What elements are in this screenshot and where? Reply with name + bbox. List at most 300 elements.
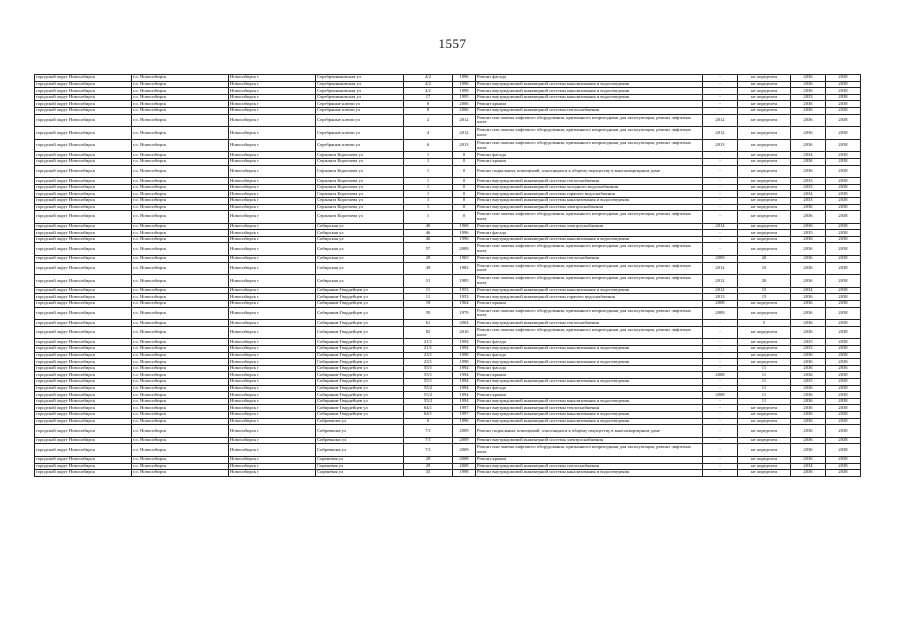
build-year-cell: 1998 [453, 359, 476, 366]
last-repair-year-cell: - [703, 158, 738, 165]
plan-end-cell: 2038 [826, 94, 861, 101]
street-cell: Сибирская ул [316, 230, 404, 237]
settlement-cell: г.о. Новосибирск [132, 411, 229, 418]
table-row [35, 378, 861, 385]
plan-end-cell: 2038 [826, 101, 861, 108]
table-row [35, 339, 861, 346]
table-row [35, 418, 861, 425]
plan-end-cell: 2036 [826, 365, 861, 372]
street-cell: Сержанта Коротаева ул [316, 204, 404, 211]
last-repair-year-cell: - [703, 411, 738, 418]
table-row [35, 81, 861, 88]
municipal-district-cell: городской округ Новосибирск [35, 139, 132, 152]
plan-end-cell: 2038 [826, 230, 861, 237]
build-year-cell: 1982 [453, 262, 476, 275]
plan-start-cell: 2033 [791, 178, 826, 185]
municipal-district-cell: городской округ Новосибирск [35, 405, 132, 412]
work-type-cell: Ремонт или замена лифтового оборудования, признанного непригодным для эксплуатации, ремонт лифтовых шахт [476, 307, 703, 320]
last-repair-year-cell: - [703, 456, 738, 463]
work-type-cell: Ремонт внутридомовой инженерной системы горячего водоснабжения [476, 294, 703, 301]
table-row [35, 211, 861, 224]
wear-cell: не определен [738, 230, 791, 237]
plan-start-cell: 2036 [791, 165, 826, 178]
house-number-cell: 21/1 [404, 346, 453, 353]
house-number-cell: 46 [404, 236, 453, 243]
city-cell: Новосибирск г [229, 236, 316, 243]
work-type-cell: Ремонт внутридомовой инженерной системы канализования и водоотведения [476, 398, 703, 405]
table-row [35, 184, 861, 191]
settlement-cell: г.о. Новосибирск [132, 211, 229, 224]
city-cell: Новосибирск г [229, 301, 316, 308]
work-type-cell: Ремонт внутридомовой инженерной системы электроснабжения [476, 204, 703, 211]
build-year-cell: 1995 [453, 94, 476, 101]
work-type-cell: Ремонт крыши [476, 301, 703, 308]
municipal-district-cell: городской округ Новосибирск [35, 287, 132, 294]
municipal-district-cell: городской округ Новосибирск [35, 262, 132, 275]
municipal-district-cell: городской округ Новосибирск [35, 107, 132, 114]
last-repair-year-cell: - [703, 191, 738, 198]
city-cell: Новосибирск г [229, 359, 316, 366]
city-cell: Новосибирск г [229, 114, 316, 127]
city-cell: Новосибирск г [229, 101, 316, 108]
municipal-district-cell: городской округ Новосибирск [35, 275, 132, 288]
municipal-district-cell: городской округ Новосибирск [35, 411, 132, 418]
settlement-cell: г.о. Новосибирск [132, 365, 229, 372]
wear-cell: не определен [738, 197, 791, 204]
street-cell: Сибиряков-Гвардейцев ул [316, 359, 404, 366]
page-number: 1557 [438, 36, 467, 51]
build-year-cell: 1994 [453, 346, 476, 353]
plan-start-cell: 2036 [791, 262, 826, 275]
table-row [35, 320, 861, 327]
table-row [35, 372, 861, 379]
build-year-cell: 1996 [453, 230, 476, 237]
build-year-cell: 2009 [453, 444, 476, 457]
last-repair-year-cell: 2009 [703, 307, 738, 320]
work-type-cell: Ремонт внутридомовой инженерной системы канализования и водоотведения [476, 359, 703, 366]
wear-cell: 5 [738, 320, 791, 327]
table-row [35, 127, 861, 140]
house-number-cell: 6 [404, 139, 453, 152]
municipal-district-cell: городской округ Новосибирск [35, 470, 132, 477]
last-repair-year-cell: - [703, 444, 738, 457]
plan-start-cell: 2034 [791, 287, 826, 294]
table-row [35, 165, 861, 178]
settlement-cell: г.о. Новосибирск [132, 101, 229, 108]
work-type-cell: Ремонт крыши [476, 101, 703, 108]
street-cell: Сиреневая ул [316, 470, 404, 477]
settlement-cell: г.о. Новосибирск [132, 165, 229, 178]
house-number-cell: 55/2 [404, 398, 453, 405]
plan-end-cell: 2038 [826, 301, 861, 308]
municipal-district-cell: городской округ Новосибирск [35, 365, 132, 372]
plan-end-cell: 2038 [826, 152, 861, 159]
plan-start-cell: 2036 [791, 444, 826, 457]
municipal-district-cell: городской округ Новосибирск [35, 437, 132, 444]
build-year-cell: 1994 [453, 339, 476, 346]
settlement-cell: г.о. Новосибирск [132, 463, 229, 470]
table-row [35, 88, 861, 95]
street-cell: Серебряные ключи ул [316, 107, 404, 114]
build-year-cell: 2004 [453, 320, 476, 327]
settlement-cell: г.о. Новосибирск [132, 75, 229, 82]
city-cell: Новосибирск г [229, 256, 316, 263]
last-repair-year-cell: - [703, 211, 738, 224]
build-year-cell: 1996 [453, 81, 476, 88]
table-row [35, 405, 861, 412]
street-cell: Сибиряков-Гвардейцев ул [316, 307, 404, 320]
work-type-cell: Ремонт фасада [476, 152, 703, 159]
build-year-cell: 1998 [453, 470, 476, 477]
city-cell: Новосибирск г [229, 81, 316, 88]
house-number-cell: 1 [404, 211, 453, 224]
municipal-district-cell: городской округ Новосибирск [35, 223, 132, 230]
house-number-cell: 7/1 [404, 437, 453, 444]
build-year-cell: 1998 [453, 352, 476, 359]
settlement-cell: г.о. Новосибирск [132, 346, 229, 353]
street-cell: Сибиряков-Гвардейцев ул [316, 405, 404, 412]
work-type-cell: Ремонт или замена лифтового оборудования, признанного непригодным для эксплуатации, ремонт лифтовых шахт [476, 211, 703, 224]
plan-start-cell: 2033 [791, 346, 826, 353]
settlement-cell: г.о. Новосибирск [132, 275, 229, 288]
settlement-cell: г.о. Новосибирск [132, 385, 229, 392]
work-type-cell: Ремонт или замена лифтового оборудования, признанного непригодным для эксплуатации, ремонт лифтовых шахт [476, 114, 703, 127]
settlement-cell: г.о. Новосибирск [132, 418, 229, 425]
house-number-cell: 2 [404, 114, 453, 127]
plan-end-cell: 2038 [826, 88, 861, 95]
municipal-district-cell: городской округ Новосибирск [35, 301, 132, 308]
street-cell: Сержанта Коротаева ул [316, 165, 404, 178]
work-type-cell: Ремонт фасада [476, 75, 703, 82]
wear-cell: не определен [738, 236, 791, 243]
last-repair-year-cell: - [703, 437, 738, 444]
house-number-cell: 6 [404, 418, 453, 425]
work-type-cell: Ремонт фасада [476, 352, 703, 359]
city-cell: Новосибирск г [229, 418, 316, 425]
last-repair-year-cell: - [703, 165, 738, 178]
street-cell: Сибревкома ул [316, 425, 404, 438]
plan-start-cell: 2036 [791, 405, 826, 412]
table-row [35, 365, 861, 372]
settlement-cell: г.о. Новосибирск [132, 425, 229, 438]
wear-cell: не определен [738, 418, 791, 425]
house-number-cell: 1 [404, 158, 453, 165]
city-cell: Новосибирск г [229, 463, 316, 470]
municipal-district-cell: городской округ Новосибирск [35, 307, 132, 320]
plan-end-cell: 2038 [826, 307, 861, 320]
wear-cell: не определен [738, 211, 791, 224]
last-repair-year-cell: - [703, 81, 738, 88]
plan-end-cell: 2038 [826, 184, 861, 191]
city-cell: Новосибирск г [229, 178, 316, 185]
municipal-district-cell: городской округ Новосибирск [35, 398, 132, 405]
street-cell: Сибревкома ул [316, 418, 404, 425]
settlement-cell: г.о. Новосибирск [132, 398, 229, 405]
settlement-cell: г.о. Новосибирск [132, 359, 229, 366]
build-year-cell: 2009 [453, 425, 476, 438]
city-cell: Новосибирск г [229, 127, 316, 140]
wear-cell: не определен [738, 243, 791, 256]
plan-end-cell: 2038 [826, 411, 861, 418]
settlement-cell: г.о. Новосибирск [132, 230, 229, 237]
plan-end-cell: 2038 [826, 139, 861, 152]
plan-start-cell: 2033 [791, 197, 826, 204]
street-cell: Сибиряков-Гвардейцев ул [316, 398, 404, 405]
settlement-cell: г.о. Новосибирск [132, 152, 229, 159]
settlement-cell: г.о. Новосибирск [132, 301, 229, 308]
work-type-cell: Ремонт внутридомовой инженерной системы теплоснабжения [476, 178, 703, 185]
plan-start-cell: 2036 [791, 75, 826, 82]
table-row [35, 301, 861, 308]
last-repair-year-cell: - [703, 75, 738, 82]
table-row [35, 191, 861, 198]
last-repair-year-cell: 2012 [703, 127, 738, 140]
wear-cell: 20 [738, 275, 791, 288]
municipal-district-cell: городской округ Новосибирск [35, 152, 132, 159]
build-year-cell: 0 [453, 152, 476, 159]
house-number-cell: 57 [404, 243, 453, 256]
city-cell: Новосибирск г [229, 223, 316, 230]
wear-cell: не определен [738, 114, 791, 127]
plan-start-cell: 2036 [791, 211, 826, 224]
work-type-cell: Ремонт внутридомовой инженерной системы канализования и водоотведения [476, 88, 703, 95]
work-type-cell: Ремонт внутридомовой инженерной системы канализования и водоотведения [476, 346, 703, 353]
city-cell: Новосибирск г [229, 378, 316, 385]
work-type-cell: Ремонт внутридомовой инженерной системы канализования и водоотведения [476, 197, 703, 204]
build-year-cell: 1994 [453, 372, 476, 379]
table-row [35, 230, 861, 237]
plan-start-cell: 2036 [791, 352, 826, 359]
last-repair-year-cell: 2008 [703, 392, 738, 399]
work-type-cell: Ремонт или замена лифтового оборудования, признанного непригодным для эксплуатации, ремонт лифтовых шахт [476, 444, 703, 457]
last-repair-year-cell: - [703, 359, 738, 366]
house-number-cell: 55/1 [404, 378, 453, 385]
city-cell: Новосибирск г [229, 294, 316, 301]
last-repair-year-cell: - [703, 107, 738, 114]
street-cell: Сибирская ул [316, 243, 404, 256]
work-type-cell: Ремонт внутридомовой инженерной системы канализования и водоотведения [476, 236, 703, 243]
table-row [35, 94, 861, 101]
municipal-district-cell: городской округ Новосибирск [35, 75, 132, 82]
wear-cell: 15 [738, 287, 791, 294]
house-number-cell: 11 [404, 294, 453, 301]
city-cell: Новосибирск г [229, 405, 316, 412]
house-number-cell: 46 [404, 230, 453, 237]
build-year-cell: 0 [453, 211, 476, 224]
municipal-district-cell: городской округ Новосибирск [35, 81, 132, 88]
plan-start-cell: 2034 [791, 463, 826, 470]
house-number-cell: 33 [404, 470, 453, 477]
street-cell: Сибиряков-Гвардейцев ул [316, 352, 404, 359]
wear-cell: не определен [738, 101, 791, 108]
settlement-cell: г.о. Новосибирск [132, 127, 229, 140]
house-number-cell: 59 [404, 307, 453, 320]
settlement-cell: г.о. Новосибирск [132, 107, 229, 114]
plan-start-cell: 2036 [791, 365, 826, 372]
last-repair-year-cell: 2014 [703, 223, 738, 230]
street-cell: Сибирская ул [316, 236, 404, 243]
last-repair-year-cell: - [703, 346, 738, 353]
plan-start-cell: 2036 [791, 101, 826, 108]
work-type-cell: Ремонт внутридомовой инженерной системы холодного водоснабжения [476, 184, 703, 191]
street-cell: Сибиряков-Гвардейцев ул [316, 326, 404, 339]
plan-start-cell: 2036 [791, 243, 826, 256]
house-number-cell: 4/2 [404, 75, 453, 82]
plan-start-cell: 2035 [791, 378, 826, 385]
settlement-cell: г.о. Новосибирск [132, 178, 229, 185]
plan-end-cell: 2038 [826, 107, 861, 114]
settlement-cell: г.о. Новосибирск [132, 339, 229, 346]
wear-cell: не определен [738, 405, 791, 412]
settlement-cell: г.о. Новосибирск [132, 139, 229, 152]
street-cell: Сибирская ул [316, 275, 404, 288]
table-row [35, 463, 861, 470]
plan-start-cell: 2036 [791, 88, 826, 95]
work-type-cell: Ремонт фасада [476, 365, 703, 372]
city-cell: Новосибирск г [229, 339, 316, 346]
municipal-district-cell: городской округ Новосибирск [35, 101, 132, 108]
build-year-cell: 0 [453, 184, 476, 191]
table-row [35, 275, 861, 288]
table-row [35, 243, 861, 256]
wear-cell: не определен [738, 411, 791, 418]
house-number-cell: 64/1 [404, 411, 453, 418]
house-number-cell: 8 [404, 107, 453, 114]
build-year-cell: 1953 [453, 294, 476, 301]
city-cell: Новосибирск г [229, 152, 316, 159]
house-number-cell: 4/2 [404, 88, 453, 95]
build-year-cell: 0 [453, 165, 476, 178]
plan-end-cell: 2038 [826, 81, 861, 88]
work-type-cell: Ремонт внутридомовой инженерной системы канализования и водоотведения [476, 470, 703, 477]
wear-cell: не определен [738, 152, 791, 159]
street-cell: Сибиряков-Гвардейцев ул [316, 301, 404, 308]
municipal-district-cell: городской округ Новосибирск [35, 346, 132, 353]
street-cell: Сибревкома ул [316, 444, 404, 457]
plan-end-cell: 2038 [826, 223, 861, 230]
build-year-cell: 2006 [453, 107, 476, 114]
table-row [35, 256, 861, 263]
city-cell: Новосибирск г [229, 470, 316, 477]
settlement-cell: г.о. Новосибирск [132, 287, 229, 294]
wear-cell: не определен [738, 437, 791, 444]
plan-start-cell: 2036 [791, 307, 826, 320]
last-repair-year-cell: 2008 [703, 372, 738, 379]
city-cell: Новосибирск г [229, 326, 316, 339]
wear-cell: не определен [738, 107, 791, 114]
city-cell: Новосибирск г [229, 398, 316, 405]
work-type-cell: Ремонт или замена лифтового оборудования, признанного непригодным для эксплуатации, ремонт лифтовых шахт [476, 243, 703, 256]
city-cell: Новосибирск г [229, 107, 316, 114]
house-number-cell: 7/1 [404, 444, 453, 457]
plan-start-cell: 2036 [791, 223, 826, 230]
street-cell: Сибиряков-Гвардейцев ул [316, 378, 404, 385]
plan-end-cell: 2038 [826, 320, 861, 327]
wear-cell: не определен [738, 470, 791, 477]
plan-end-cell: 2038 [826, 444, 861, 457]
plan-end-cell: 2038 [826, 385, 861, 392]
street-cell: Сержанта Коротаева ул [316, 158, 404, 165]
work-type-cell: Ремонт крыши [476, 392, 703, 399]
work-type-cell: Ремонт внутридомовой инженерной системы электроснабжения [476, 223, 703, 230]
build-year-cell: 0 [453, 197, 476, 204]
plan-end-cell: 2038 [826, 178, 861, 185]
settlement-cell: г.о. Новосибирск [132, 262, 229, 275]
municipal-district-cell: городской округ Новосибирск [35, 339, 132, 346]
wear-cell: не определен [738, 184, 791, 191]
city-cell: Новосибирск г [229, 191, 316, 198]
wear-cell: 11 [738, 385, 791, 392]
table-row [35, 352, 861, 359]
last-repair-year-cell: 2008 [703, 301, 738, 308]
last-repair-year-cell: - [703, 320, 738, 327]
build-year-cell: 2013 [453, 139, 476, 152]
table-row [35, 158, 861, 165]
city-cell: Новосибирск г [229, 184, 316, 191]
settlement-cell: г.о. Новосибирск [132, 236, 229, 243]
plan-end-cell: 2038 [826, 463, 861, 470]
last-repair-year-cell: - [703, 178, 738, 185]
wear-cell: 15 [738, 294, 791, 301]
plan-start-cell: 2036 [791, 107, 826, 114]
house-number-cell: 40 [404, 223, 453, 230]
table-row [35, 326, 861, 339]
house-number-cell: 11 [404, 287, 453, 294]
settlement-cell: г.о. Новосибирск [132, 197, 229, 204]
wear-cell: не определен [738, 425, 791, 438]
build-year-cell: 1994 [453, 378, 476, 385]
wear-cell: 11 [738, 392, 791, 399]
plan-end-cell: 2038 [826, 425, 861, 438]
wear-cell: не определен [738, 158, 791, 165]
city-cell: Новосибирск г [229, 158, 316, 165]
house-number-cell: 51 [404, 275, 453, 288]
municipal-district-cell: городской округ Новосибирск [35, 372, 132, 379]
street-cell: Сибиряков-Гвардейцев ул [316, 411, 404, 418]
wear-cell: 11 [738, 372, 791, 379]
house-number-cell: 61 [404, 320, 453, 327]
plan-start-cell: 2036 [791, 470, 826, 477]
street-cell: Серебренниковская ул [316, 94, 404, 101]
table-row [35, 456, 861, 463]
house-number-cell: 55/1 [404, 365, 453, 372]
plan-start-cell: 2036 [791, 139, 826, 152]
house-number-cell: 28 [404, 256, 453, 263]
plan-end-cell: 2038 [826, 262, 861, 275]
house-number-cell: 8 [404, 101, 453, 108]
city-cell: Новосибирск г [229, 437, 316, 444]
table-row [35, 107, 861, 114]
street-cell: Сибиряков-Гвардейцев ул [316, 346, 404, 353]
street-cell: Сержанта Коротаева ул [316, 152, 404, 159]
work-type-cell: Ремонт крыши [476, 158, 703, 165]
last-repair-year-cell: 2012 [703, 114, 738, 127]
table-row [35, 392, 861, 399]
wear-cell: не определен [738, 81, 791, 88]
work-type-cell: Ремонт внутридомовой инженерной системы электроснабжения [476, 437, 703, 444]
house-number-cell: 1 [404, 178, 453, 185]
settlement-cell: г.о. Новосибирск [132, 352, 229, 359]
municipal-district-cell: городской округ Новосибирск [35, 418, 132, 425]
wear-cell: не определен [738, 301, 791, 308]
settlement-cell: г.о. Новосибирск [132, 444, 229, 457]
wear-cell: не определен [738, 165, 791, 178]
capital-repair-table [34, 74, 861, 477]
table-row [35, 236, 861, 243]
plan-start-cell: 2033 [791, 184, 826, 191]
wear-cell: 11 [738, 378, 791, 385]
build-year-cell: 2009 [453, 243, 476, 256]
